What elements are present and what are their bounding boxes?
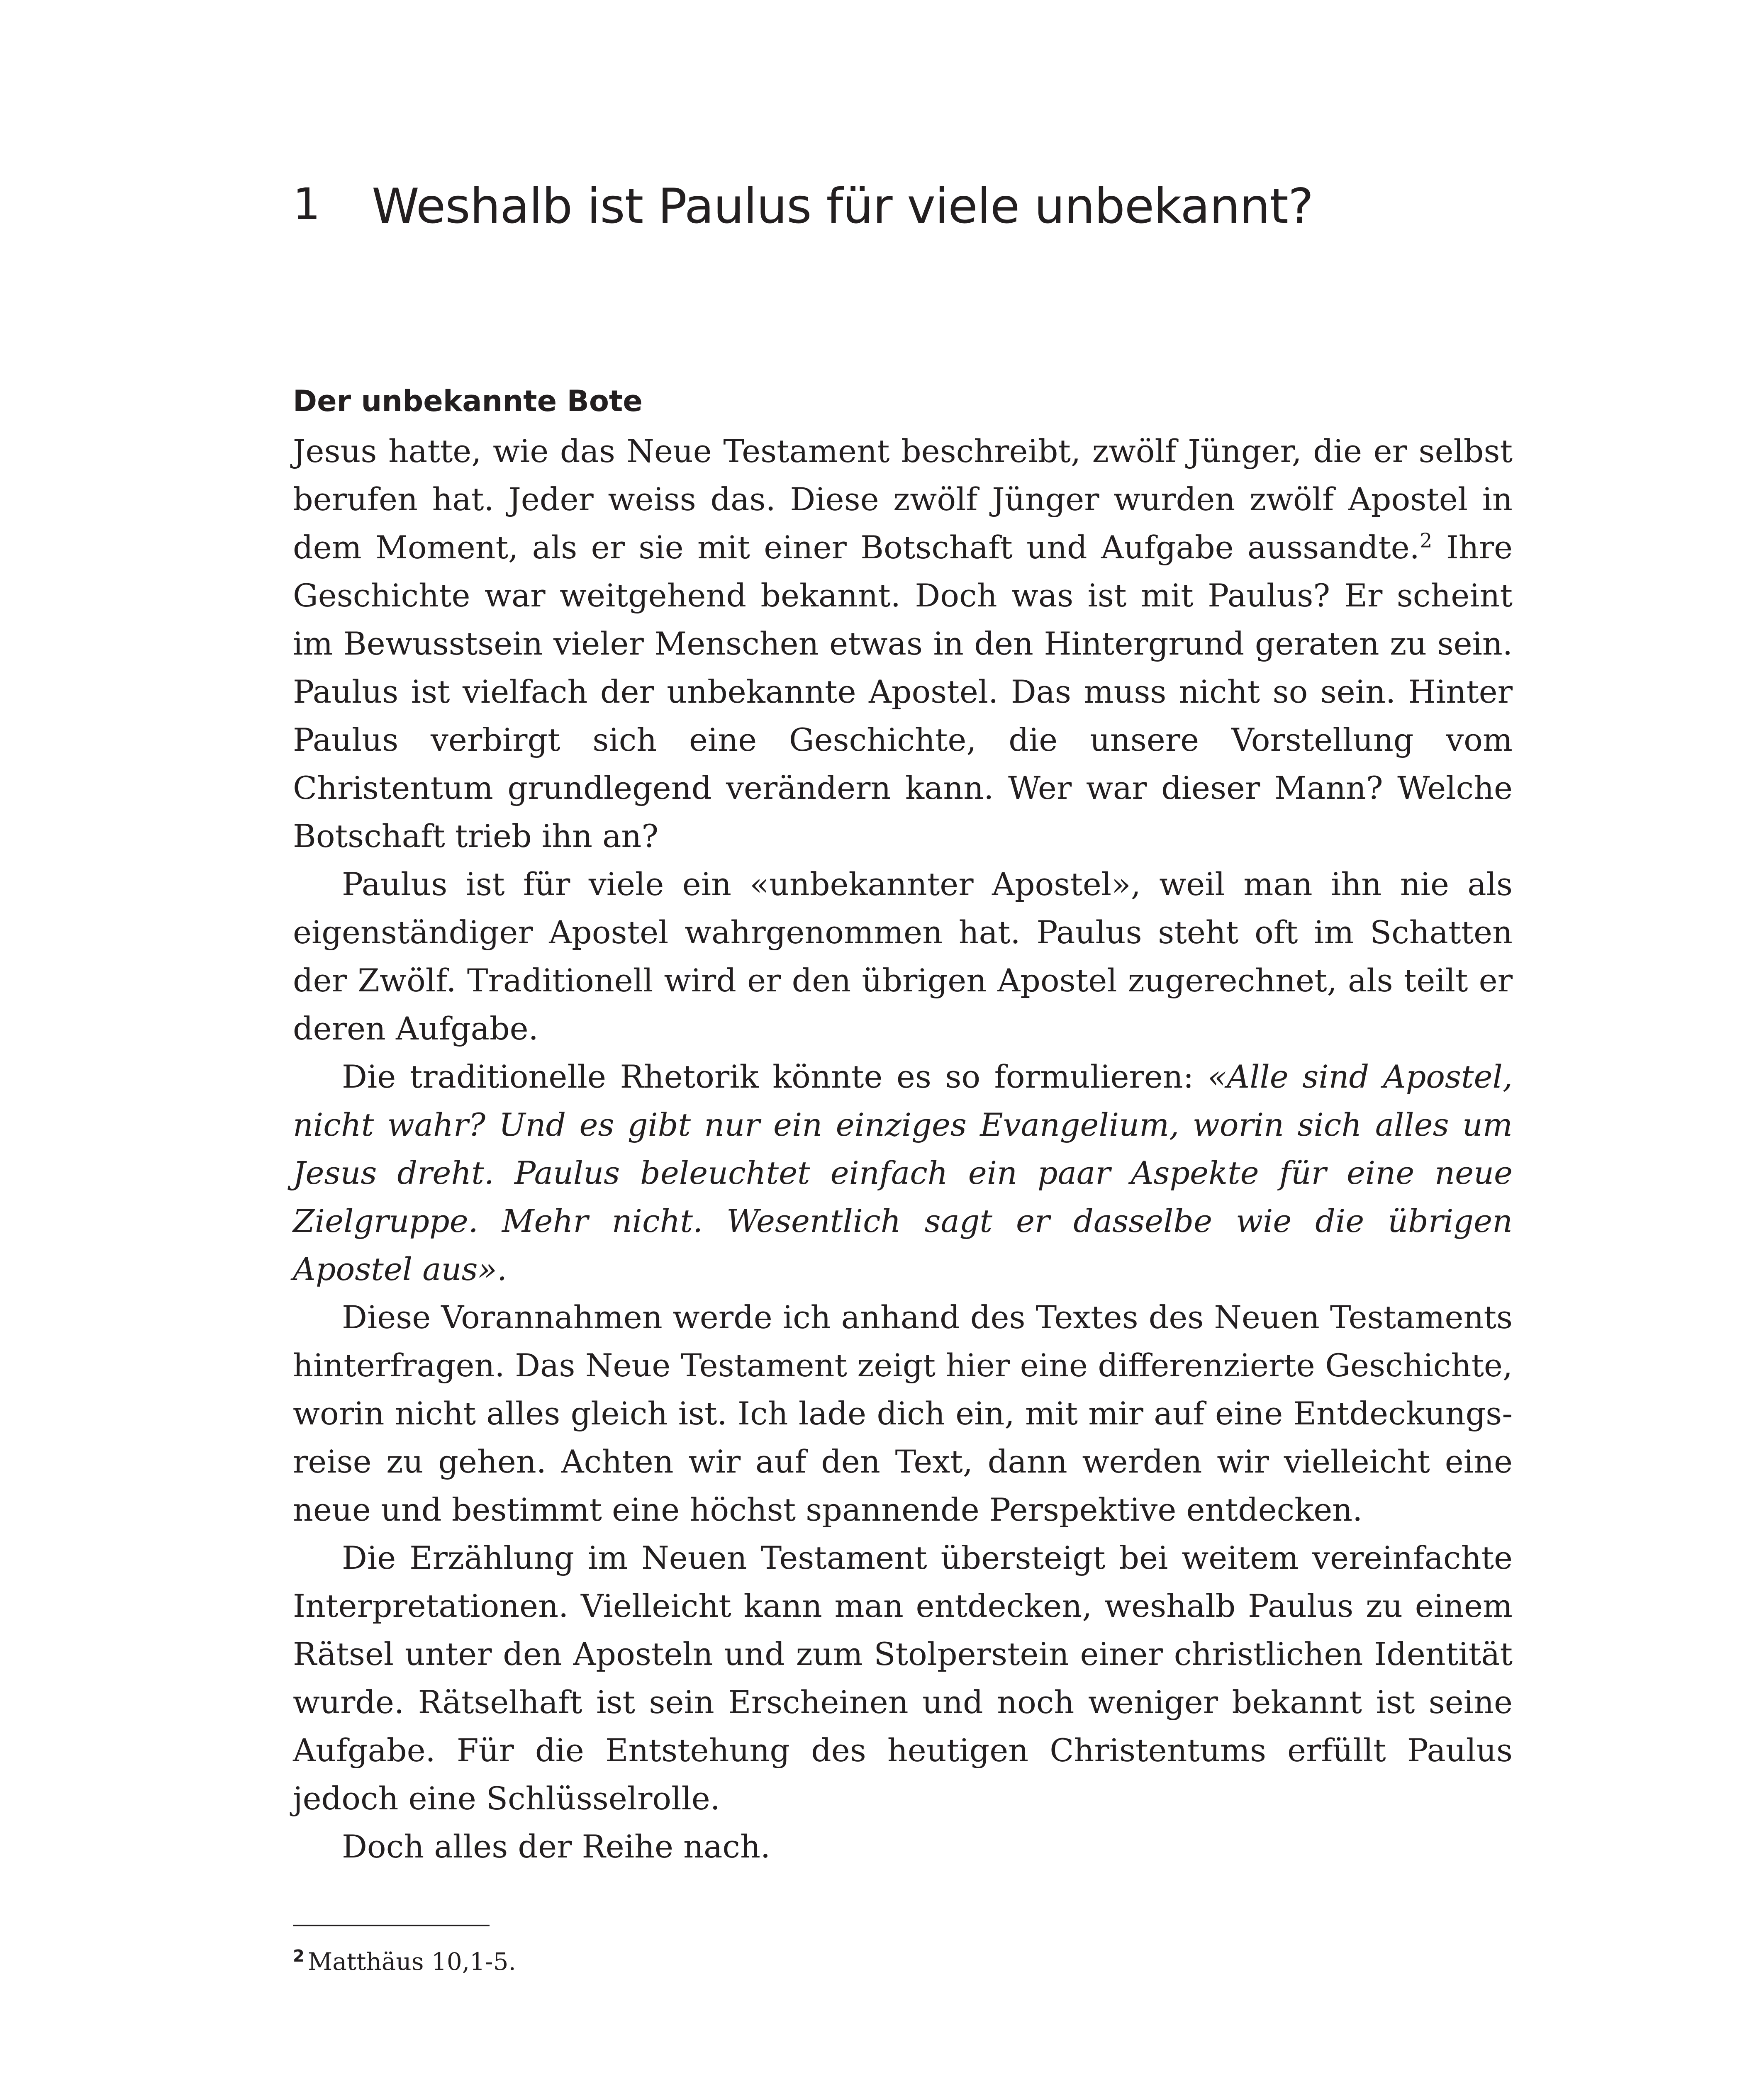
paragraph-3-intro: Die traditionelle Rhetorik könnte es so formulieren:	[342, 1058, 1208, 1095]
paragraph-3	[293, 1053, 1513, 1293]
paragraph-6: Doch alles der Reihe nach.	[342, 1828, 771, 1865]
footnote-reference[interactable]: 2	[1419, 529, 1433, 553]
paragraph-3-quote: «Alle sind Apostel, nicht wahr? Und es gibt nur ein einziges Evangelium, worin sich alles um Jesus dreht. Paulus beleuchtet einfach ein paar Aspekte für eine neue Zielgruppe. Mehr nicht. Wesentlich sagt er dasselbe wie die übrigen Apostel aus».	[293, 1058, 1513, 1288]
footnote-mark: 2	[293, 1946, 305, 1966]
footnote-rule	[293, 1925, 490, 1926]
paragraph-5: Die Erzählung im Neuen Testament übersteigt bei weitem vereinfachte Interpretationen. Vielleicht kann man entdecken, weshalb Paulus zu einem Rätsel unter den Aposteln und zum Stolperstein einer christlichen Identität wurde. Rätselhaft ist sein Erscheinen und noch weniger bekannt ist seine Aufgabe. Für die Entstehung des heutigen Christentums erfüllt Paulus jedoch eine Schlüsselrolle.	[293, 1539, 1513, 1817]
chapter-title: Weshalb ist Paulus für viele unbekannt?	[372, 178, 1313, 234]
footnote-text: Matthäus 10,1-5.	[307, 1947, 516, 1976]
footnote	[293, 1947, 516, 1977]
paragraph-1	[293, 427, 1513, 860]
paragraph-2: Paulus ist für viele ein «unbekannter Apostel», weil man ihn nie als eigenständiger Apostel wahrgenommen hat. Paulus steht oft im Schatten der Zwölf. Traditionell wird er den übrigen Apostel zugerechnet, als teilt er deren Aufgabe.	[293, 866, 1513, 1047]
paragraph-1-text: Jesus hatte, wie das Neue Testament beschreibt, zwölf Jünger, die er selbst berufen hat. Jeder weiss das. Diese zwölf Jünger wurden zwölf Apostel in dem Moment, als er sie mit einer Botschaft und Aufgabe aussandte.	[293, 433, 1513, 566]
section-heading: Der unbekannte Bote	[293, 384, 643, 418]
paragraph-1-text-continued: Ihre Geschichte war weitgehend bekannt. Doch was ist mit Paulus? Er scheint im Bewusstsein vieler Menschen etwas in den Hintergrund geraten zu sein. Paulus ist vielfach der unbekannte Apostel. Das muss nicht so sein. Hinter Paulus verbirgt sich eine Geschichte, die unsere Vorstellung vom Christentum grundlegend verändern kann. Wer war dieser Mann? Welche Botschaft trieb ihn an?	[293, 529, 1513, 854]
body-text	[293, 427, 1513, 1871]
paragraph-4: Diese Vorannahmen werde ich anhand des Textes des Neuen Testaments hinterfragen. Das Neue Testament zeigt hier eine differenzierte Geschichte, worin nicht alles gleich ist. Ich lade dich ein, mit mir auf eine Entdeckungsreise zu gehen. Achten wir auf den Text, dann werden wir vielleicht eine neue und bestimmt eine höchst spannende Perspektive entdecken.	[293, 1299, 1513, 1528]
chapter-number: 1	[293, 179, 321, 229]
